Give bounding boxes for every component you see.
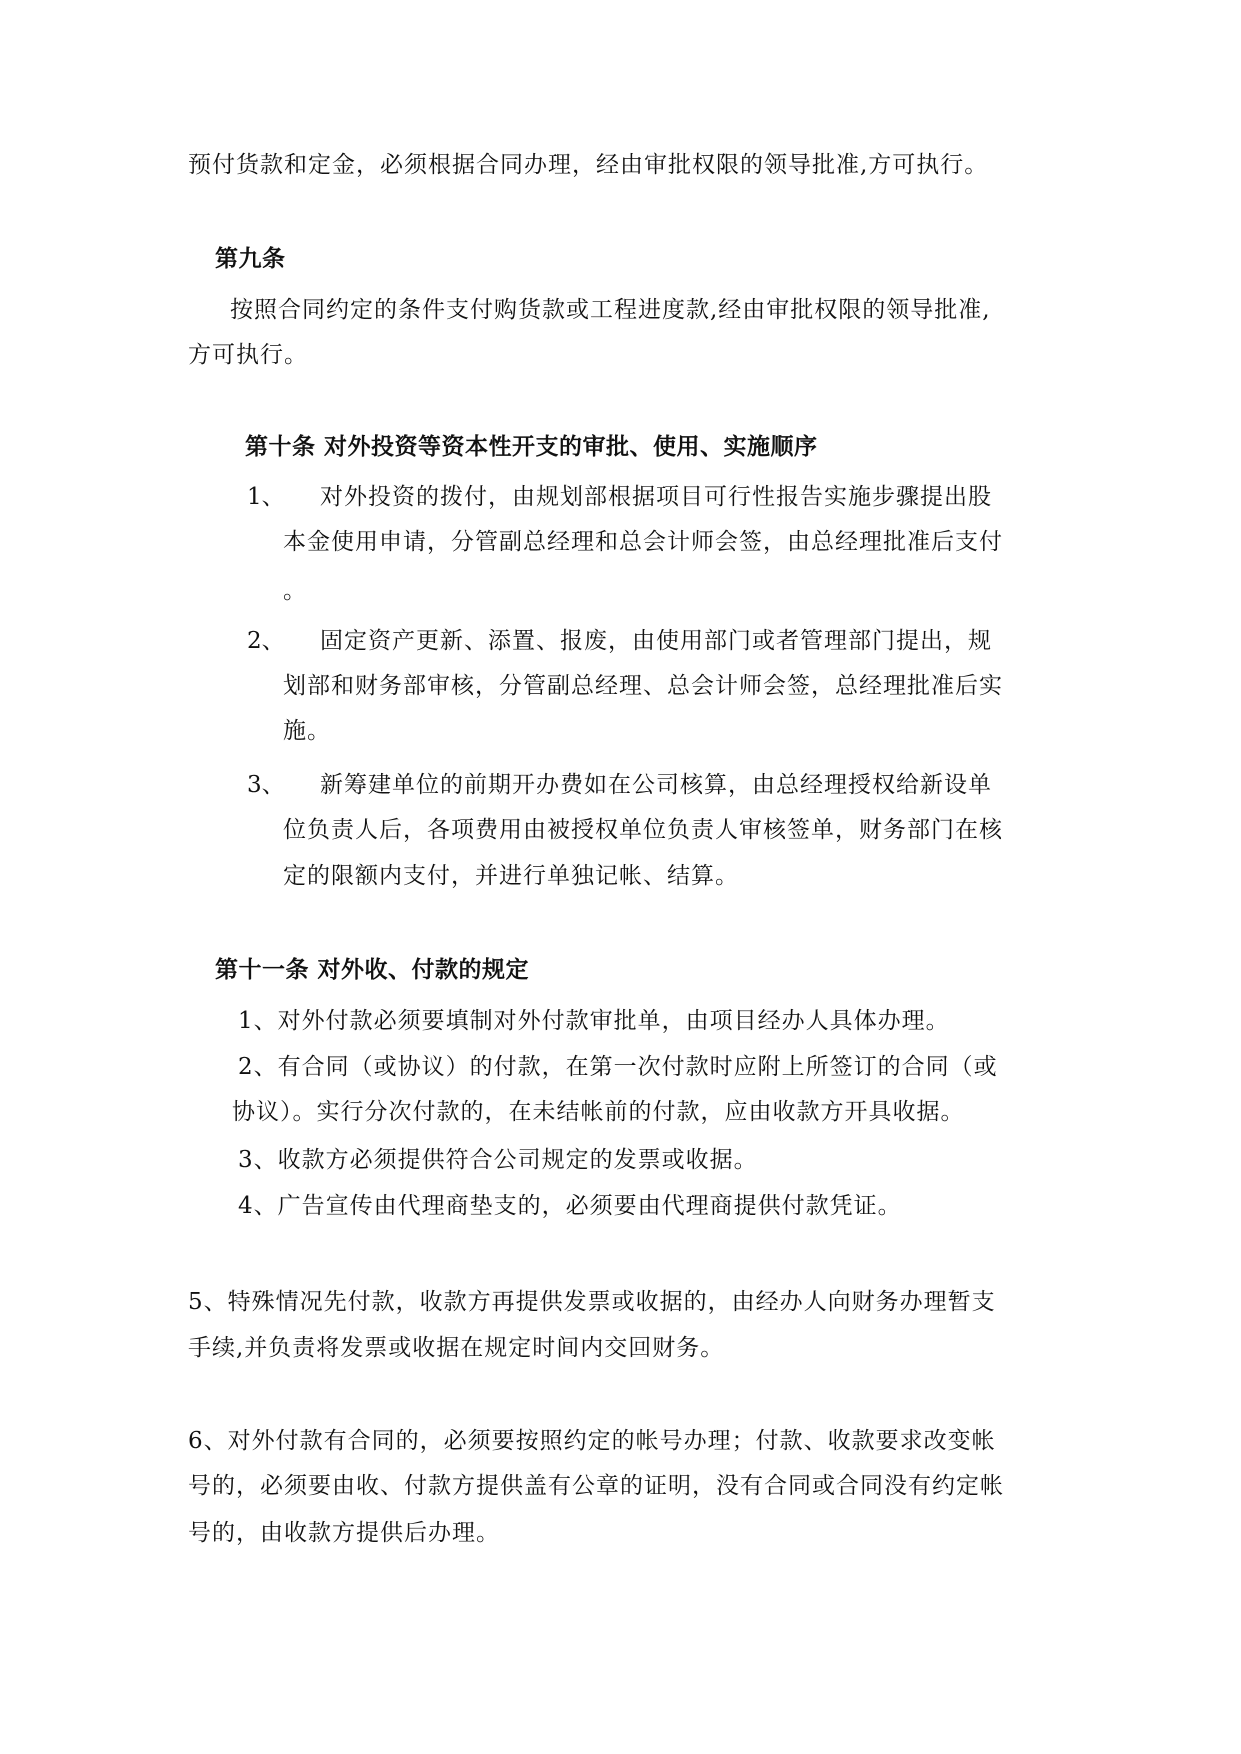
article-10-item-2-line-3: 施。 — [283, 718, 331, 744]
article-9-text-line-2: 方可执行。 — [188, 342, 308, 368]
article-11-heading: 第十一条 对外收、付款的规定 — [215, 956, 530, 983]
article-9-heading: 第九条 — [215, 245, 286, 272]
article-11-item-6-line-1: 6、对外付款有合同的，必须要按照约定的帐号办理；付款、收款要求改变帐 — [188, 1428, 996, 1454]
article-11-item-5-line-2: 手续,并负责将发票或收据在规定时间内交回财务。 — [188, 1335, 725, 1361]
article-11-item-5-line-1: 5、特殊情况先付款，收款方再提供发票或收据的，由经办人向财务办理暂支 — [188, 1289, 996, 1315]
article-10-item-1-line-3: 。 — [283, 578, 307, 604]
article-10-item-3-line-3: 定的限额内支付，并进行单独记帐、结算。 — [283, 863, 739, 889]
article-10-item-1-number: 1、 — [247, 484, 285, 510]
article-11-item-1: 1、对外付款必须要填制对外付款审批单，由项目经办人具体办理。 — [238, 1008, 950, 1034]
article-10-item-3-line-2: 位负责人后，各项费用由被授权单位负责人审核签单，财务部门在核 — [283, 817, 1003, 843]
article-10-item-3-number: 3、 — [247, 772, 285, 798]
article-11-item-2-line-2: 协议）。实行分次付款的，在未结帐前的付款，应由收款方开具收据。 — [232, 1099, 965, 1125]
article-11-item-2-line-1: 2、有合同（或协议）的付款，在第一次付款时应附上所签订的合同（或 — [238, 1054, 998, 1080]
article-11-item-6-line-2: 号的，必须要由收、付款方提供盖有公章的证明，没有合同或合同没有约定帐 — [188, 1473, 1004, 1499]
article-10-item-2-number: 2、 — [247, 628, 285, 654]
article-11-item-3: 3、收款方必须提供符合公司规定的发票或收据。 — [238, 1147, 758, 1173]
article-10-heading: 第十条 对外投资等资本性开支的审批、使用、实施顺序 — [245, 433, 818, 460]
article-10-item-1-line-2: 本金使用申请，分管副总经理和总会计师会签，由总经理批准后支付 — [283, 529, 1003, 555]
article-10-item-2-line-1: 固定资产更新、添置、报废，由使用部门或者管理部门提出，规 — [320, 628, 992, 654]
article-9-text-line-1: 按照合同约定的条件支付购货款或工程进度款,经由审批权限的领导批准, — [230, 297, 991, 323]
article-11-item-6-line-3: 号的，由收款方提供后办理。 — [188, 1520, 500, 1546]
article-11-item-4: 4、广告宣传由代理商垫支的，必须要由代理商提供付款凭证。 — [238, 1193, 902, 1219]
article-10-item-1-line-1: 对外投资的拨付，由规划部根据项目可行性报告实施步骤提出股 — [320, 484, 992, 510]
intro-paragraph: 预付货款和定金，必须根据合同办理，经由审批权限的领导批准,方可执行。 — [188, 152, 989, 178]
article-10-item-3-line-1: 新筹建单位的前期开办费如在公司核算，由总经理授权给新设单 — [320, 772, 992, 798]
article-10-item-2-line-2: 划部和财务部审核，分管副总经理、总会计师会签，总经理批准后实 — [283, 673, 1003, 699]
